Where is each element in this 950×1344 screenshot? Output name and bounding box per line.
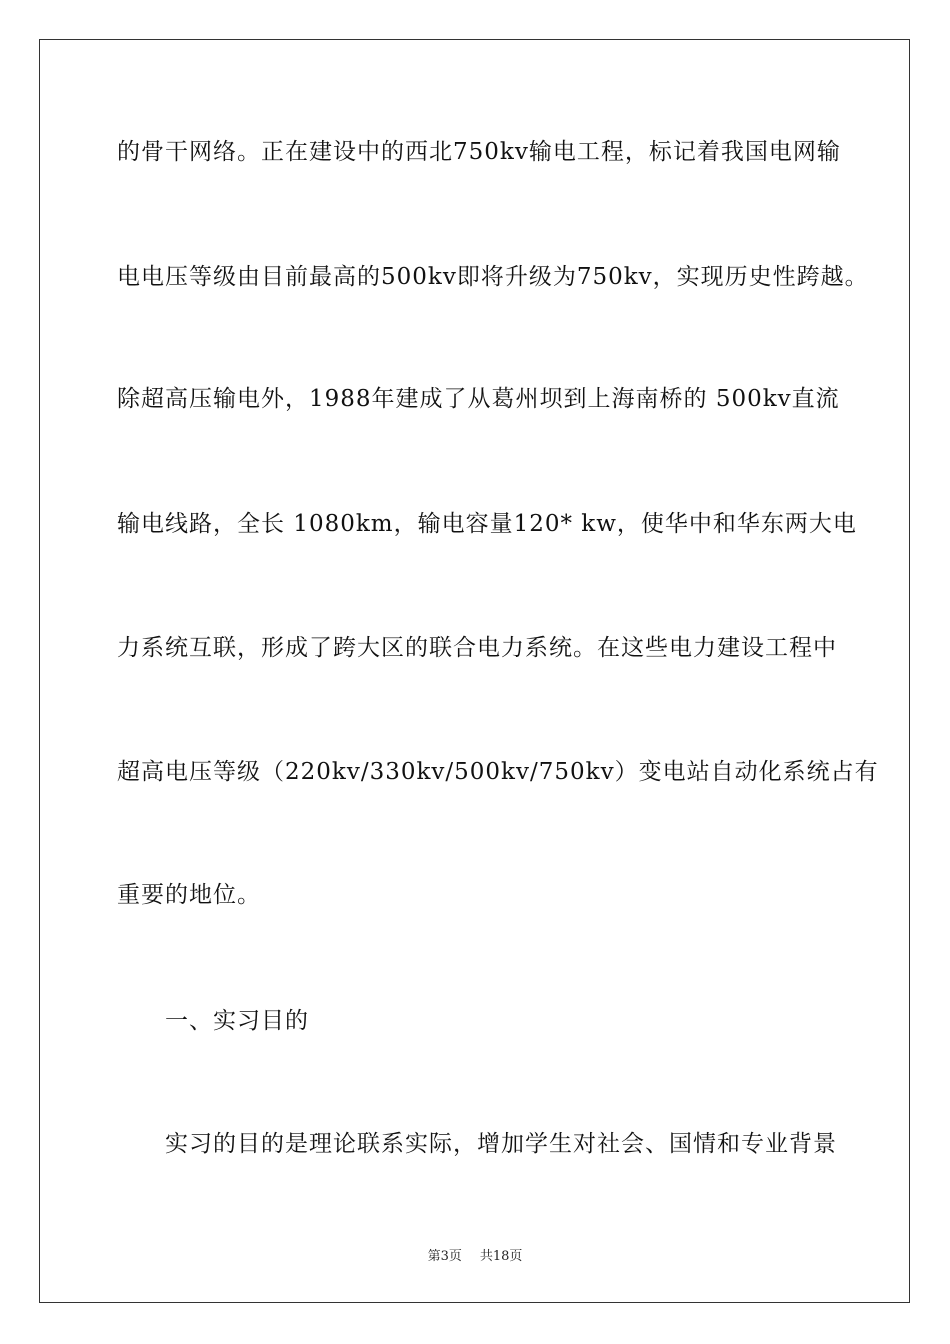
body-text-line: 除超高压输电外，1988年建成了从葛州坝到上海南桥的 500kv直流 (117, 386, 840, 412)
total-pages: 共18页 (479, 1249, 523, 1264)
body-text-line: 力系统互联，形成了跨大区的联合电力系统。在这些电力建设工程中 (117, 635, 837, 661)
section-heading: 一、实习目的 (165, 1008, 309, 1034)
body-text-line: 电电压等级由目前最高的500kv即将升级为750kv，实现历史性跨越。 (117, 264, 869, 290)
body-text-line: 的骨干网络。正在建设中的西北750kv输电工程，标记着我国电网输 (117, 139, 841, 165)
body-text-line: 超高电压等级（220kv/330kv/500kv/750kv）变电站自动化系统占有 (117, 759, 879, 785)
page-number: 第3页 (427, 1249, 462, 1264)
body-text-line: 重要的地位。 (117, 882, 261, 908)
paragraph-first-line: 实习的目的是理论联系实际，增加学生对社会、国情和专业背景 (165, 1131, 837, 1157)
page-border (39, 39, 910, 1303)
body-text-line: 输电线路，全长 1080km，输电容量120* kw，使华中和华东两大电 (117, 511, 857, 537)
page-footer (0, 1248, 950, 1266)
